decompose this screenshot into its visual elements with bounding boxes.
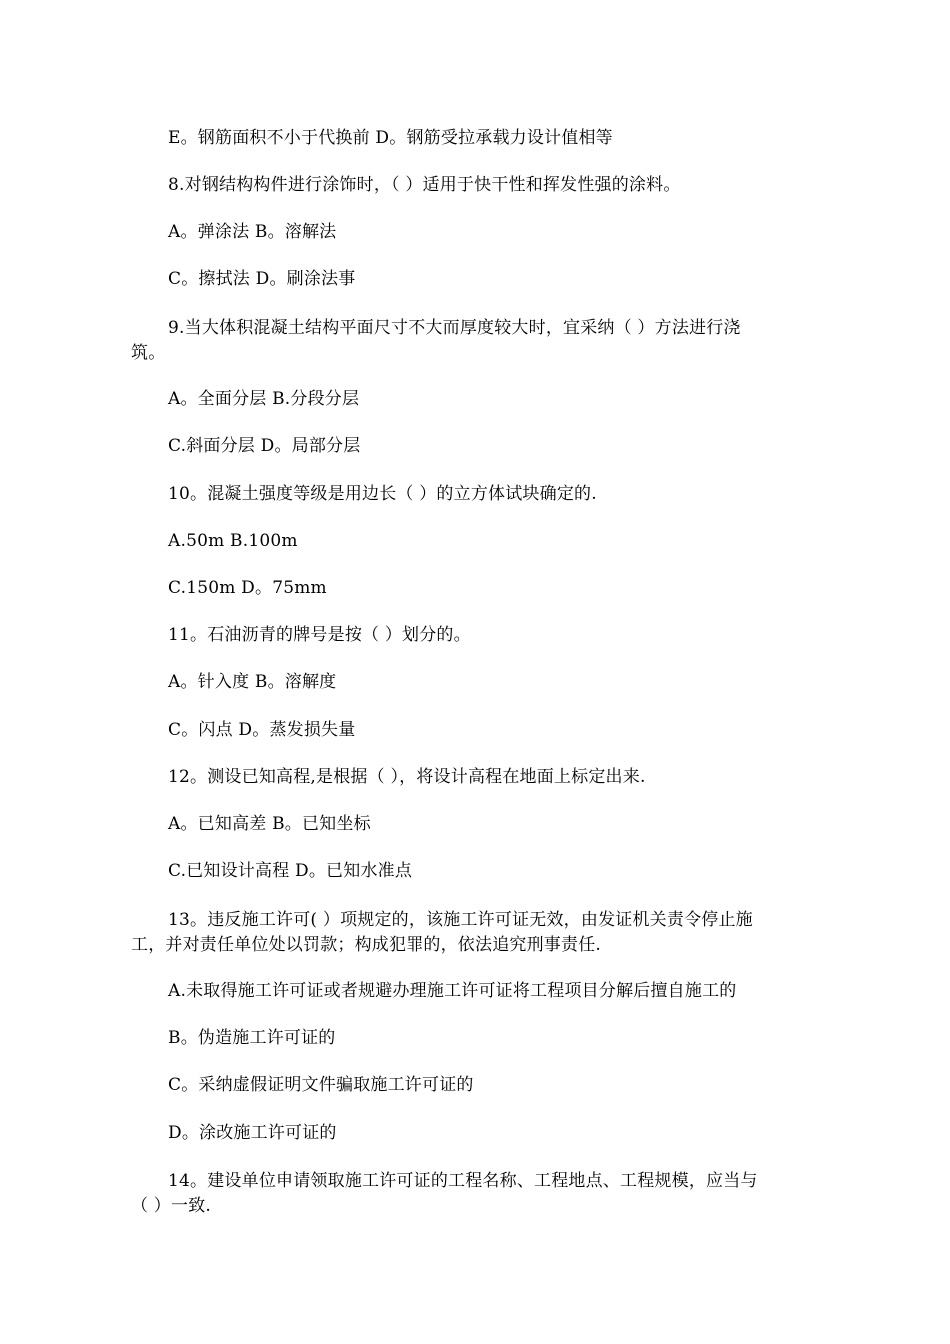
option-line: A。全面分层 B.分段分层 xyxy=(168,389,360,409)
question-9-continuation: 筑。 xyxy=(131,343,166,363)
question-14-continuation: （ ）一致. xyxy=(131,1196,212,1216)
option-line: B。伪造施工许可证的 xyxy=(168,1028,336,1048)
option-line: D。涂改施工许可证的 xyxy=(168,1123,337,1143)
question-14: 14。建设单位申请领取施工许可证的工程名称、工程地点、工程规模，应当与 xyxy=(168,1171,758,1191)
option-line: A.未取得施工许可证或者规避办理施工许可证将工程项目分解后擅自施工的 xyxy=(168,981,737,1001)
option-line: A.50m B.100m xyxy=(168,531,298,551)
option-line: A。针入度 B。溶解度 xyxy=(168,672,337,692)
question-13: 13。违反施工许可( ）项规定的，该施工许可证无效，由发证机关责令停止施 xyxy=(168,910,753,930)
question-10: 10。混凝土强度等级是用边长（ ）的立方体试块确定的. xyxy=(168,484,597,504)
question-13-continuation: 工，并对责任单位处以罚款；构成犯罪的，依法追究刑事责任. xyxy=(131,935,602,955)
question-12: 12。测设已知高程,是根据（ ），将设计高程在地面上标定出来. xyxy=(168,767,646,787)
option-line: C。擦拭法 D。刷涂法事 xyxy=(168,269,356,289)
option-line: C.斜面分层 D。局部分层 xyxy=(168,436,361,456)
option-line: A。弹涂法 B。溶解法 xyxy=(168,222,337,242)
question-8: 8.对钢结构构件进行涂饰时，（ ）适用于快干性和挥发性强的涂料。 xyxy=(168,175,681,195)
option-line: C.150m D。75mm xyxy=(168,578,327,598)
question-11: 11。石油沥青的牌号是按（ ）划分的。 xyxy=(168,625,471,645)
option-line: C。闪点 D。蒸发损失量 xyxy=(168,720,356,740)
option-line: C.已知设计高程 D。已知水准点 xyxy=(168,861,413,881)
option-line: E。钢筋面积不小于代换前 D。钢筋受拉承载力设计值相等 xyxy=(168,128,613,148)
option-line: A。已知高差 B。已知坐标 xyxy=(168,814,371,834)
option-line: C。采纳虚假证明文件骗取施工许可证的 xyxy=(168,1075,474,1095)
question-9: 9.当大体积混凝土结构平面尺寸不大而厚度较大时，宜采纳（ ）方法进行浇 xyxy=(168,318,741,338)
